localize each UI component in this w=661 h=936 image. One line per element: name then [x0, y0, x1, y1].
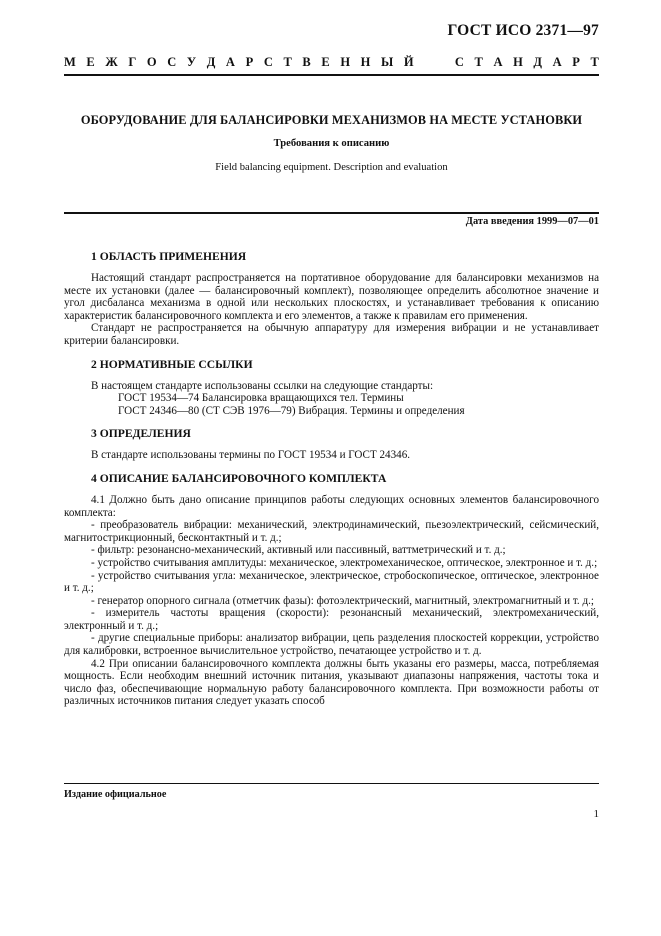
page-number: 1	[593, 808, 599, 820]
banner-letter: С	[263, 55, 273, 69]
banner-letter: Т	[474, 55, 483, 69]
banner-letter: О	[146, 55, 157, 69]
banner-letter: В	[302, 55, 311, 69]
section-heading: 1 ОБЛАСТЬ ПРИМЕНЕНИЯ	[91, 250, 247, 263]
banner-letter: А	[493, 55, 503, 69]
banner-letter: Т	[283, 55, 292, 69]
interstate-standard-banner	[64, 55, 599, 70]
document-title: ОБОРУДОВАНИЕ ДЛЯ БАЛАНСИРОВКИ МЕХАНИЗМОВ НА МЕСТЕ УСТАНОВКИ	[80, 113, 583, 127]
paragraph: 4.2 При описании балансировочного комплекта должны быть указаны его размеры, масса, потребляемая мощность. Если необходим внешний источник питания, указывают диапазоны напряжения, частоты тока и число фаз, обеспечивающие нормальную работу балансировочного комплекта. При возможности работы от различных источников питания следует указать способ	[64, 657, 599, 708]
paragraph: В стандарте использованы термины по ГОСТ 19534 и ГОСТ 24346.	[91, 449, 411, 462]
banner-letter: С	[454, 55, 464, 69]
banner-letter: Т	[590, 55, 599, 69]
banner-letter: А	[225, 55, 235, 69]
banner-letter: Н	[513, 55, 523, 69]
list-item: - измеритель частоты вращения (скорости): резонансный механический, электромеханический, электронный и т. д.;	[64, 607, 599, 632]
banner-letter: Р	[572, 55, 580, 69]
list-item: - устройство считывания амплитуды: механическое, электромеханическое, оптическое, электронное и т. д.;	[91, 556, 598, 569]
section-heading: 3 ОПРЕДЕЛЕНИЯ	[91, 427, 191, 441]
section-heading: 4 ОПИСАНИЕ БАЛАНСИРОВОЧНОГО КОМПЛЕКТА	[91, 471, 387, 485]
banner-word-gap	[424, 55, 444, 70]
gost-identifier: ГОСТ ИСО 2371—97	[447, 22, 599, 39]
paragraph: Стандарт не распространяется на обычную аппаратуру для измерения вибрации и не устанавливает критерии балансировки.	[64, 322, 599, 347]
banner-letter: Д	[533, 55, 543, 69]
banner-letter: М	[64, 55, 76, 69]
banner-letter: Н	[360, 55, 371, 69]
paragraph: 4.1 Должно быть дано описание принципов работы следующих основных элементов балансировочного комплекта:	[64, 493, 599, 519]
paragraph: В настоящем стандарте использованы ссылки на следующие стандарты:	[91, 379, 434, 392]
list-item: - фильтр: резонансно-механический, активный или пассивный, ваттметрический и т. д.;	[91, 544, 506, 557]
title-divider	[64, 212, 599, 214]
list-item: - преобразователь вибрации: механический, электродинамический, пьезоэлектрический, сейсмический, магнитострикционный, бесконтактный и т. д.;	[64, 519, 599, 544]
banner-letter: Д	[206, 55, 216, 69]
document-body	[64, 250, 599, 708]
banner-letter: Й	[403, 55, 414, 69]
official-edition-label: Издание официальное	[64, 789, 167, 800]
header-divider	[64, 74, 599, 76]
banner-letter: Ы	[381, 55, 394, 69]
reference-item: ГОСТ 19534—74 Балансировка вращающихся тел. Термины	[118, 392, 404, 405]
banner-letter: Е	[321, 55, 330, 69]
list-item: - устройство считывания угла: механическое, электрическое, стробоскопическое, оптическое, электронное и т. д.;	[64, 569, 599, 595]
reference-item: ГОСТ 24346—80 (СТ СЭВ 1976—79) Вибрация. Термины и определения	[118, 404, 465, 417]
section-heading: 2 НОРМАТИВНЫЕ ССЫЛКИ	[91, 357, 253, 371]
banner-letter: Г	[128, 55, 137, 69]
english-title: Field balancing equipment. Description and evaluation	[215, 162, 448, 173]
banner-letter: А	[552, 55, 562, 69]
banner-letter: Р	[245, 55, 254, 69]
banner-letter: У	[186, 55, 197, 69]
introduction-date: Дата введения 1999—07—01	[465, 216, 599, 227]
banner-letter: Е	[86, 55, 95, 69]
list-item: - генератор опорного сигнала (отметчик фазы): фотоэлектрический, магнитный, электромагнитный и т. д.;	[91, 594, 594, 607]
footer-divider	[64, 783, 599, 784]
banner-letter: Н	[340, 55, 351, 69]
paragraph: Настоящий стандарт распространяется на портативное оборудование для балансировки механизмов на месте их установки (далее — балансировочный комплект), позволяющее определить абсолютное значение и угол дисбаланса механизма в одной или нескольких плоскостях, и устанавливает требования к описанию характеристик балансировочного комплекта и его элементов, а также к правилам его применения.	[64, 272, 599, 322]
banner-letter: Ж	[105, 55, 118, 69]
document-subtitle: Требования к описанию	[273, 138, 390, 149]
banner-letter: С	[167, 55, 177, 69]
list-item: - другие специальные приборы: анализатор вибрации, цепь разделения плоскостей коррекции, устройство для калибровки, встроенное вычислительное устройство, печатающее устройство и т. д.	[64, 632, 599, 658]
